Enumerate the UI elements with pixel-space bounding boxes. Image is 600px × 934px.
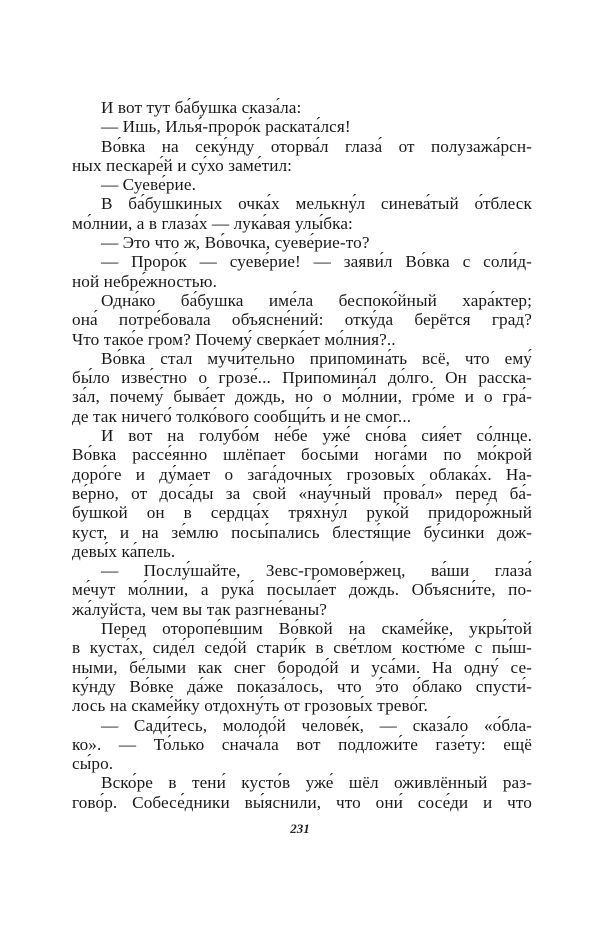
text-line: бы́ло изве́стно о грозе́... Припомина́л до́лго. Он расска- bbox=[72, 368, 532, 388]
text-line: лось на скаме́йку отдохну́ть от грозовы́х трево́г. bbox=[72, 696, 428, 716]
text-line: ной небре́жностью. bbox=[72, 271, 217, 291]
paragraph-first-line: И вот тут ба́бушка сказа́ла: bbox=[101, 98, 302, 117]
text-line: в куста́х, сиде́л седо́й стари́к в све́тлом костю́ме с пы́ш- bbox=[72, 638, 532, 658]
text-line: ными, бе́лыми как снег бородо́й и уса́ми. На одну́ се- bbox=[72, 657, 532, 677]
text-line: ме́чут мо́лнии, а рука́ посыла́ет дождь. Объясни́те, по- bbox=[72, 580, 532, 600]
book-page-text bbox=[72, 98, 532, 812]
paragraph-first-line: — Ишь, Илья́-проро́к раската́лся! bbox=[101, 117, 351, 137]
paragraph-first-line: Во́вка стал мучи́тельно припомина́ть всё, что ему́ bbox=[101, 348, 532, 368]
paragraph-first-line: Вско́ре в тени́ кусто́в уже́ шёл оживлённый раз- bbox=[101, 773, 532, 793]
text-line: сы́ро. bbox=[72, 754, 114, 774]
paragraph-first-line: — Послу́шайте, Зевс-громове́ржец, ва́ши глаза́ bbox=[101, 561, 532, 581]
text-line: куст, и на зе́млю посы́пались блестя́щие бу́синки дож- bbox=[72, 522, 532, 542]
text-line: ве́рно, от доса́ды за свой «нау́чный прова́л» перед ба́- bbox=[72, 483, 532, 503]
text-line: ных пескаре́й и су́хо заме́тил: bbox=[72, 155, 293, 175]
page-number: 231 bbox=[290, 821, 310, 836]
text-line: она́ потре́бовала объясне́ний: отку́да берётся град? bbox=[72, 310, 532, 330]
paragraph-first-line: — Проро́к — суеве́рие! — заяви́л Во́вка с соли́д- bbox=[101, 252, 532, 272]
paragraph-first-line: И вот на голубо́м не́бе уже́ сно́ва сия́ет со́лнце. bbox=[101, 426, 532, 446]
paragraph-first-line: Перед оторопе́вшим Во́вкой на скаме́йке, укры́той bbox=[101, 619, 532, 639]
text-line: девы́х ка́пель. bbox=[72, 541, 176, 561]
text-line: Во́вка рассе́янно шлёпает босы́ми нога́ми по мо́крой bbox=[72, 445, 532, 465]
text-line: Что тако́е гром? Почему́ сверка́ет мо́лния?.. bbox=[72, 329, 396, 349]
text-line: ку́нду Во́вке да́же показа́лось, что э́то о́блако спусти́- bbox=[72, 676, 532, 696]
paragraph-first-line: Одна́ко ба́бушка име́ла беспоко́йный хара́ктер; bbox=[101, 290, 532, 310]
text-line: жа́луйста, чем вы так разгне́ваны? bbox=[72, 599, 327, 619]
paragraph-first-line: — Суеве́рие. bbox=[101, 175, 196, 195]
paragraph-first-line: В ба́бушкиных очка́х мелькну́л синева́тый о́тблеск bbox=[101, 194, 532, 214]
paragraph-first-line: Во́вка на секу́нду оторва́л глаза́ от полузажа́рсн- bbox=[101, 136, 532, 156]
text-line: ко». — То́лько снача́ла вот подложи́те газе́ту: ещё bbox=[72, 734, 532, 754]
text-line: де так ничего́ толко́вого сообщи́ть и не смог... bbox=[72, 406, 412, 426]
text-line: за́л, почему́ быва́ет дождь, но о мо́лнии, гро́ме и о гра́- bbox=[72, 387, 532, 407]
text-line: бушкой он в сердца́х тряхну́л руко́й придоро́жный bbox=[72, 503, 532, 523]
paragraph-first-line: — Это что ж, Во́вочка, суеве́рие-то? bbox=[101, 233, 370, 253]
text-line: мо́лнии, а в глаза́х — лука́вая улы́бка: bbox=[72, 213, 353, 233]
paragraph-first-line: — Сади́тесь, молодо́й челове́к, — сказа́ло «о́бла- bbox=[101, 715, 532, 735]
text-line: доро́ге и ду́мает о зага́дочных грозовы́х облака́х. На- bbox=[72, 464, 532, 484]
text-line: гово́р. Собесе́дники вы́яснили, что они́ сосе́ди и что bbox=[72, 792, 532, 812]
